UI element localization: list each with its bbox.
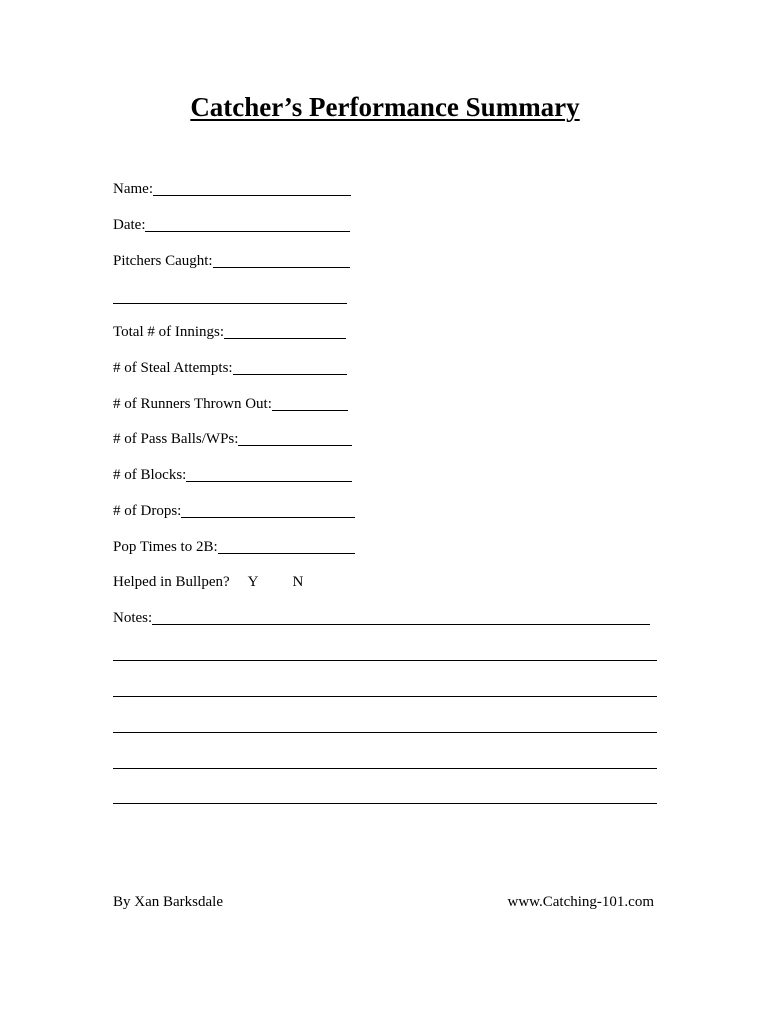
drops-label: # of Drops: [113,503,182,519]
name-blank[interactable] [153,181,351,196]
steal-attempts-label: # of Steal Attempts: [113,360,233,376]
blocks-field [113,466,352,484]
total-innings-field [113,323,346,341]
pop-times-blank[interactable] [218,539,355,554]
page-title: Catcher’s Performance Summary [190,92,580,122]
bullpen-no-option[interactable]: N [292,574,304,590]
date-label: Date: [113,217,146,233]
website-credit: www.Catching-101.com [507,894,654,910]
pop-times-label: Pop Times to 2B: [113,539,218,555]
blocks-label: # of Blocks: [113,467,187,483]
runners-thrown-out-label: # of Runners Thrown Out: [113,396,272,412]
steal-attempts-blank[interactable] [233,360,347,375]
notes-field [113,609,650,627]
notes-line[interactable] [113,660,657,661]
notes-blank[interactable] [152,610,650,625]
bullpen-field [113,573,303,591]
notes-line[interactable] [113,768,657,769]
notes-line[interactable] [113,803,657,804]
pitchers-caught-field [113,252,350,270]
notes-line[interactable] [113,732,657,733]
total-innings-label: Total # of Innings: [113,324,225,340]
bullpen-label: Helped in Bullpen? [113,574,230,590]
date-blank[interactable] [145,217,350,232]
drops-field [113,502,355,520]
pass-balls-field [113,430,352,448]
name-field [113,180,351,198]
pass-balls-label: # of Pass Balls/WPs: [113,431,239,447]
name-label: Name: [113,181,153,197]
drops-blank[interactable] [181,503,355,518]
pass-balls-blank[interactable] [238,431,352,446]
pop-times-field [113,538,355,556]
steal-attempts-field [113,359,347,377]
notes-label: Notes: [113,610,153,626]
total-innings-blank[interactable] [224,324,346,339]
runners-thrown-out-blank[interactable] [272,396,348,411]
pitchers-caught-label: Pitchers Caught: [113,253,213,269]
pitchers-caught-blank[interactable] [213,253,350,268]
bullpen-yes-option[interactable]: Y [247,574,259,590]
pitchers-caught-extra-line[interactable] [113,303,347,304]
notes-line[interactable] [113,696,657,697]
date-field [113,216,350,234]
blocks-blank[interactable] [186,467,352,482]
author-credit: By Xan Barksdale [113,894,223,910]
runners-thrown-out-field [113,395,348,413]
